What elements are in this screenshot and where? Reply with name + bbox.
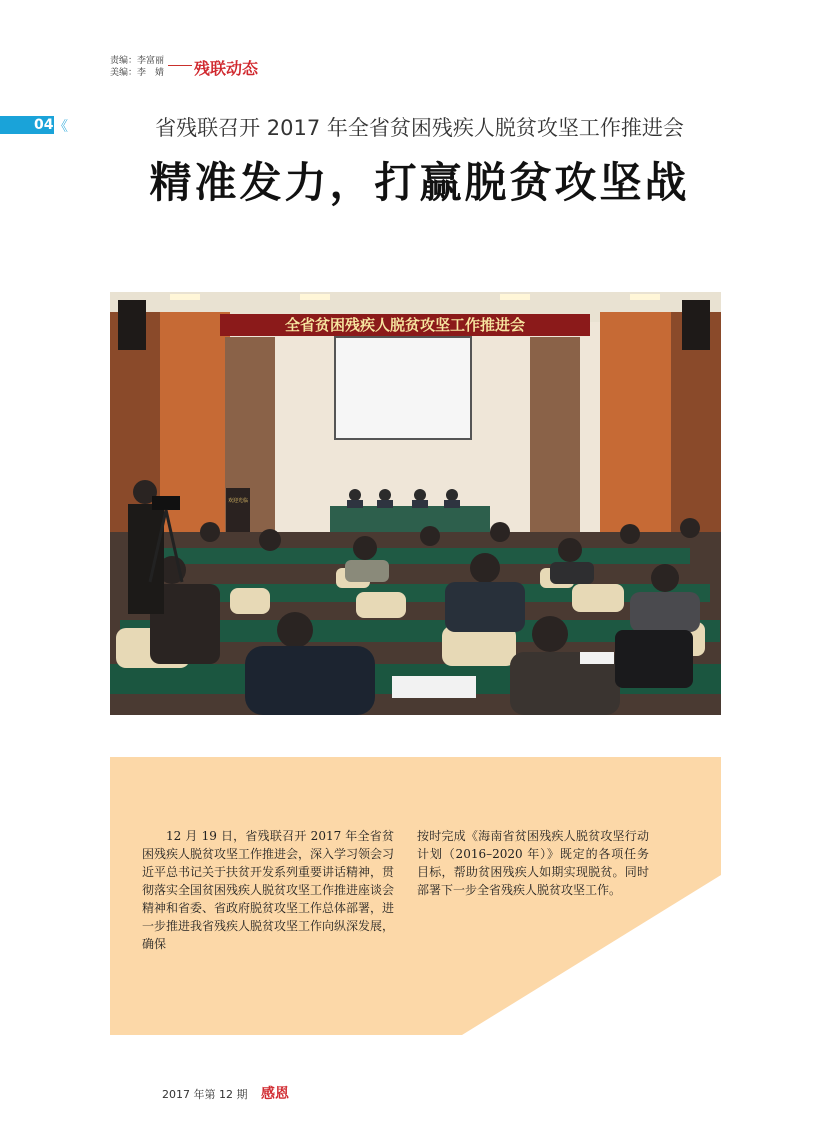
- article-headline: 精准发力，打赢脱贫攻坚战: [149, 158, 690, 207]
- section-divider: [168, 65, 192, 66]
- page-chevron: 《: [54, 119, 68, 135]
- issue-label: 2017 年第 12 期: [162, 1088, 248, 1101]
- magazine-logo: 感恩: [261, 1086, 289, 1102]
- editor-credits: [110, 55, 164, 79]
- body-paragraph-right: 按时完成《海南省贫困残疾人脱贫攻坚行动计划（2016–2020 年）》既定的各项任务目标，帮助贫困残疾人如期实现脱贫。同时部署下一步全省残疾人脱贫攻坚工作。: [417, 829, 649, 897]
- photo-sign-text: 欢迎光临: [227, 498, 249, 504]
- article-subtitle: 省残联召开 2017 年全省贫困残疾人脱贫攻坚工作推进会: [155, 116, 684, 140]
- page-number: 04: [34, 117, 54, 133]
- designer-name: 美编：李 婧: [110, 68, 165, 78]
- conference-photo: [110, 292, 721, 715]
- editor-name: 责编：李富丽: [110, 56, 165, 66]
- body-column-left: [142, 827, 394, 953]
- body-paragraph-left: 12 月 19 日，省残联召开 2017 年全省贫困残疾人脱贫攻坚工作推进会，深入学习领会习近平总书记关于扶贫开发系列重要讲话精神，贯彻落实全国贫困残疾人脱贫攻坚工作推进座谈会精神和省委、省政府脱贫攻坚工作总体部署，进一步推进我省残疾人脱贫攻坚工作向纵深发展，确保: [142, 829, 395, 951]
- photo-banner-text: 全省贫困残疾人脱贫攻坚工作推进会: [284, 316, 526, 334]
- section-title: 残联动态: [194, 59, 259, 78]
- article-body: [110, 757, 721, 1035]
- body-column-right: [417, 827, 649, 899]
